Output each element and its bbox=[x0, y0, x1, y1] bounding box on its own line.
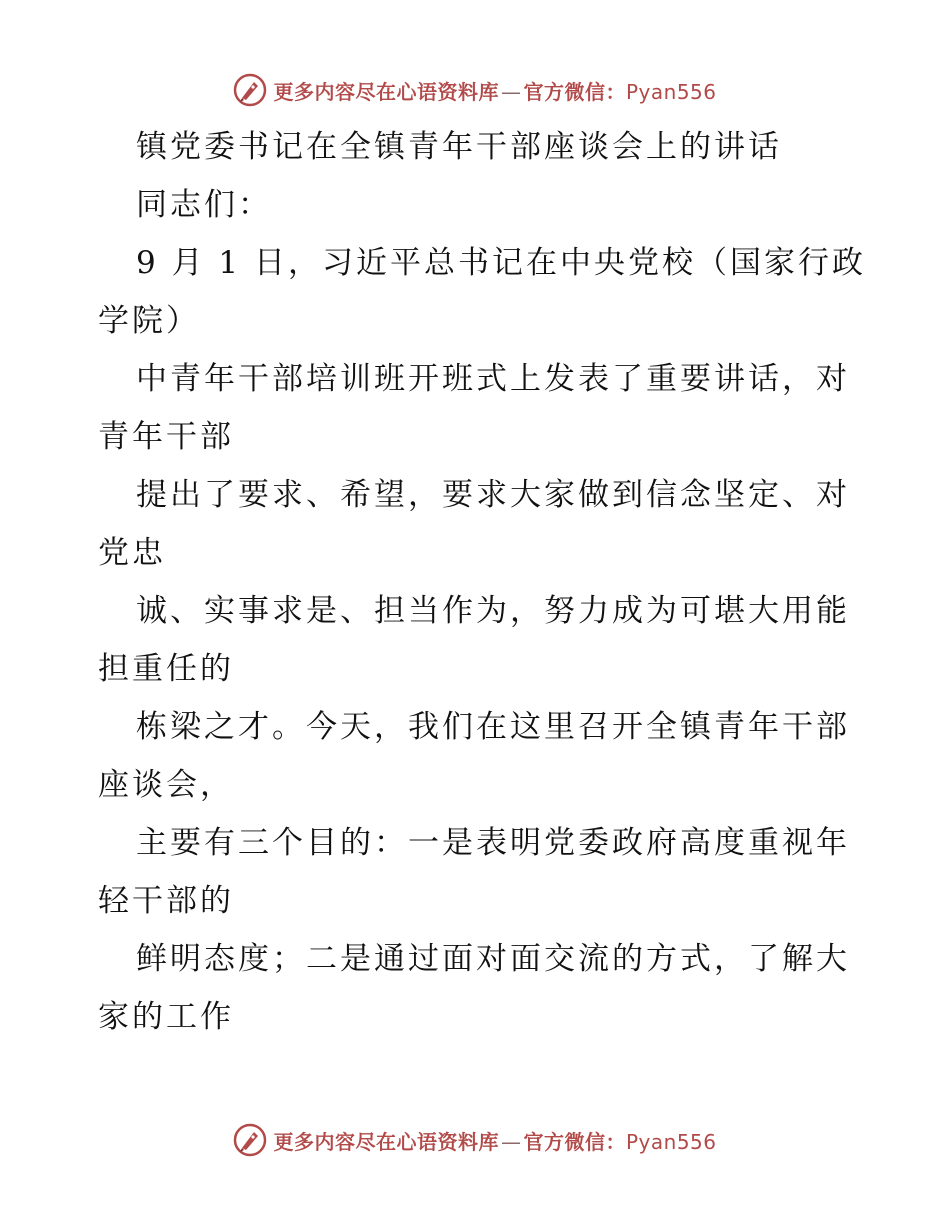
body-line: 主要有三个目的：一是表明党委政府高度重视年 bbox=[136, 825, 850, 861]
brand-wechat-id: Pyan556 bbox=[625, 79, 717, 104]
body-line: 栋梁之才。今天，我们在这里召开全镇青年干部 bbox=[136, 709, 850, 745]
footer-brand-text bbox=[273, 1126, 716, 1155]
body-line: 同志们： bbox=[136, 187, 272, 223]
brand-site-name: 更多内容尽在心语资料库 bbox=[273, 1129, 499, 1154]
brand-site-name: 更多内容尽在心语资料库 bbox=[273, 79, 499, 104]
body-line: 中青年干部培训班开班式上发表了重要讲话，对 bbox=[136, 361, 850, 397]
pen-nib-logo-icon bbox=[233, 73, 267, 107]
body-line: 担重任的 bbox=[98, 651, 234, 687]
body-line: 党忠 bbox=[98, 535, 166, 571]
body-line: 家的工作 bbox=[98, 999, 234, 1035]
body-line: 鲜明态度；二是通过面对面交流的方式，了解大 bbox=[136, 941, 850, 977]
brand-wechat-id: Pyan556 bbox=[625, 1129, 717, 1154]
footer-brand-banner bbox=[0, 1120, 950, 1160]
body-line: 提出了要求、希望，要求大家做到信念坚定、对 bbox=[136, 477, 850, 513]
brand-wechat-label: 官方微信： bbox=[523, 79, 626, 104]
brand-separator: — bbox=[500, 79, 522, 104]
document-title: 镇党委书记在全镇青年干部座谈会上的讲话 bbox=[136, 129, 782, 165]
header-brand-text bbox=[273, 76, 716, 105]
brand-wechat-label: 官方微信： bbox=[523, 1129, 626, 1154]
body-line: 诚、实事求是、担当作为，努力成为可堪大用能 bbox=[136, 593, 850, 629]
body-line: 座谈会， bbox=[98, 767, 234, 803]
body-line: 轻干部的 bbox=[98, 883, 234, 919]
pen-nib-logo-icon bbox=[233, 1123, 267, 1157]
body-line: 青年干部 bbox=[98, 419, 234, 455]
body-line: 学院） bbox=[98, 303, 200, 339]
body-line: 9 月 1 日，习近平总书记在中央党校（国家行政 bbox=[136, 245, 867, 281]
header-brand-banner bbox=[0, 70, 950, 110]
brand-separator: — bbox=[500, 1129, 522, 1154]
document-body bbox=[98, 118, 867, 1046]
